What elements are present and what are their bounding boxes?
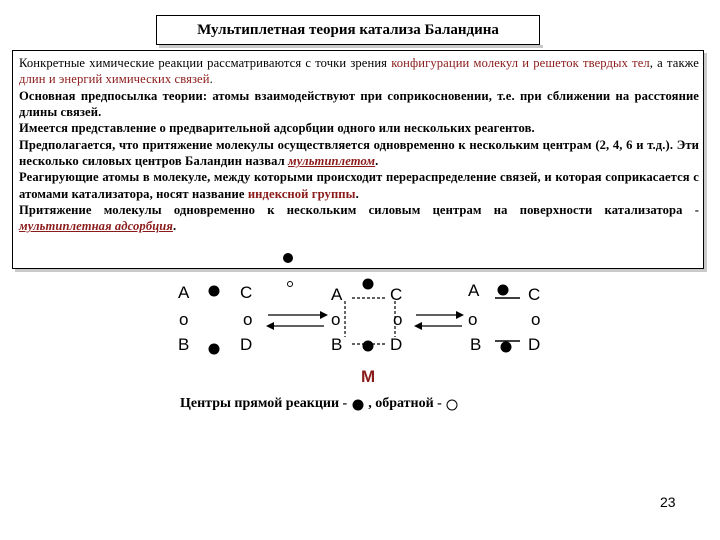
legend-reverse-label: , обратной -	[368, 396, 442, 411]
catalyst-atom-3a: o	[468, 310, 478, 329]
forward-center-3a	[498, 285, 509, 296]
catalyst-atom-2a: o	[331, 310, 341, 329]
legend-caption	[180, 396, 459, 412]
atom-b-3: B	[470, 335, 482, 354]
paragraph-2: Основная предпосылка теории: атомы взаимодействуют при соприкосновении, т.е. при сближении на расстояние длины связей.	[19, 88, 699, 120]
atom-a-1: A	[178, 283, 190, 302]
atom-b-1: B	[178, 335, 190, 354]
slide-title: Мультиплетная теория катализа Баландина	[156, 15, 540, 45]
atom-b-2: B	[331, 335, 343, 354]
atom-d-1: D	[240, 335, 253, 354]
atom-d-2: D	[390, 335, 403, 354]
multiplet-m-label: M	[361, 367, 376, 386]
term-multiplet: мультиплетом	[288, 154, 376, 169]
term-index-group: индексной группы	[247, 186, 356, 201]
legend-forward-label: Центры прямой реакции -	[180, 396, 348, 411]
page-number: 23	[660, 494, 676, 510]
forward-center-2a	[363, 279, 374, 290]
atom-c-1: C	[240, 283, 253, 302]
paragraph-5: Реагирующие атомы в молекуле, между которыми происходит перераспределение связей, и которая соприкасается с атомами катализатора, носят название индексной группы.	[19, 170, 699, 201]
catalyst-atom-1a: o	[179, 310, 189, 329]
diagram-stage-2	[331, 279, 402, 387]
highlight-configuration: конфигурации молекул и решеток твердых тел	[391, 56, 650, 70]
term-multiplet-adsorption: мультиплетная адсорбция	[19, 219, 174, 234]
forward-center-2b	[363, 341, 374, 352]
forward-center-1a	[209, 286, 220, 297]
atom-c-3: C	[528, 285, 541, 304]
center-dot-top	[283, 253, 293, 263]
atom-a-3: A	[468, 281, 480, 300]
catalyst-atom-2b: o	[393, 310, 403, 329]
catalyst-atom-3b: o	[531, 310, 541, 329]
reverse-center-1	[288, 282, 293, 287]
equilibrium-arrows-1	[266, 311, 328, 330]
atom-a-2: A	[331, 285, 343, 304]
paragraph-1: Конкретные химические реакции рассматриваются с точки зрения конфигурации молекул и решеток твердых тел, а также длин и энергий химических связей.	[19, 56, 699, 87]
diagram-stage-1	[178, 282, 293, 355]
forward-center-3b	[501, 342, 512, 353]
atom-d-3: D	[528, 335, 541, 354]
equilibrium-arrows-2	[414, 311, 464, 330]
diagram-stage-3	[468, 281, 540, 354]
paragraph-4: Предполагается, что притяжение молекулы осуществляется одновременно к нескольким центрам (2, 4, 6 и т.д.). Эти несколько силовых центров Баландин назвал мультиплетом.	[19, 137, 699, 169]
reverse-center-legend-icon	[445, 397, 459, 411]
forward-center-1b	[209, 344, 220, 355]
forward-center-legend-icon	[351, 397, 365, 411]
paragraph-3: Имеется представление о предварительной адсорбции одного или нескольких реагентов.	[19, 121, 535, 136]
highlight-bond-lengths: длин и энергий химических связей	[19, 72, 210, 87]
paragraph-6: Притяжение молекулы одновременно к нескольким силовым центрам на поверхности катализатора - мультиплетная адсорбция.	[19, 203, 699, 234]
atom-c-2: C	[390, 285, 403, 304]
catalyst-atom-1b: o	[243, 310, 253, 329]
